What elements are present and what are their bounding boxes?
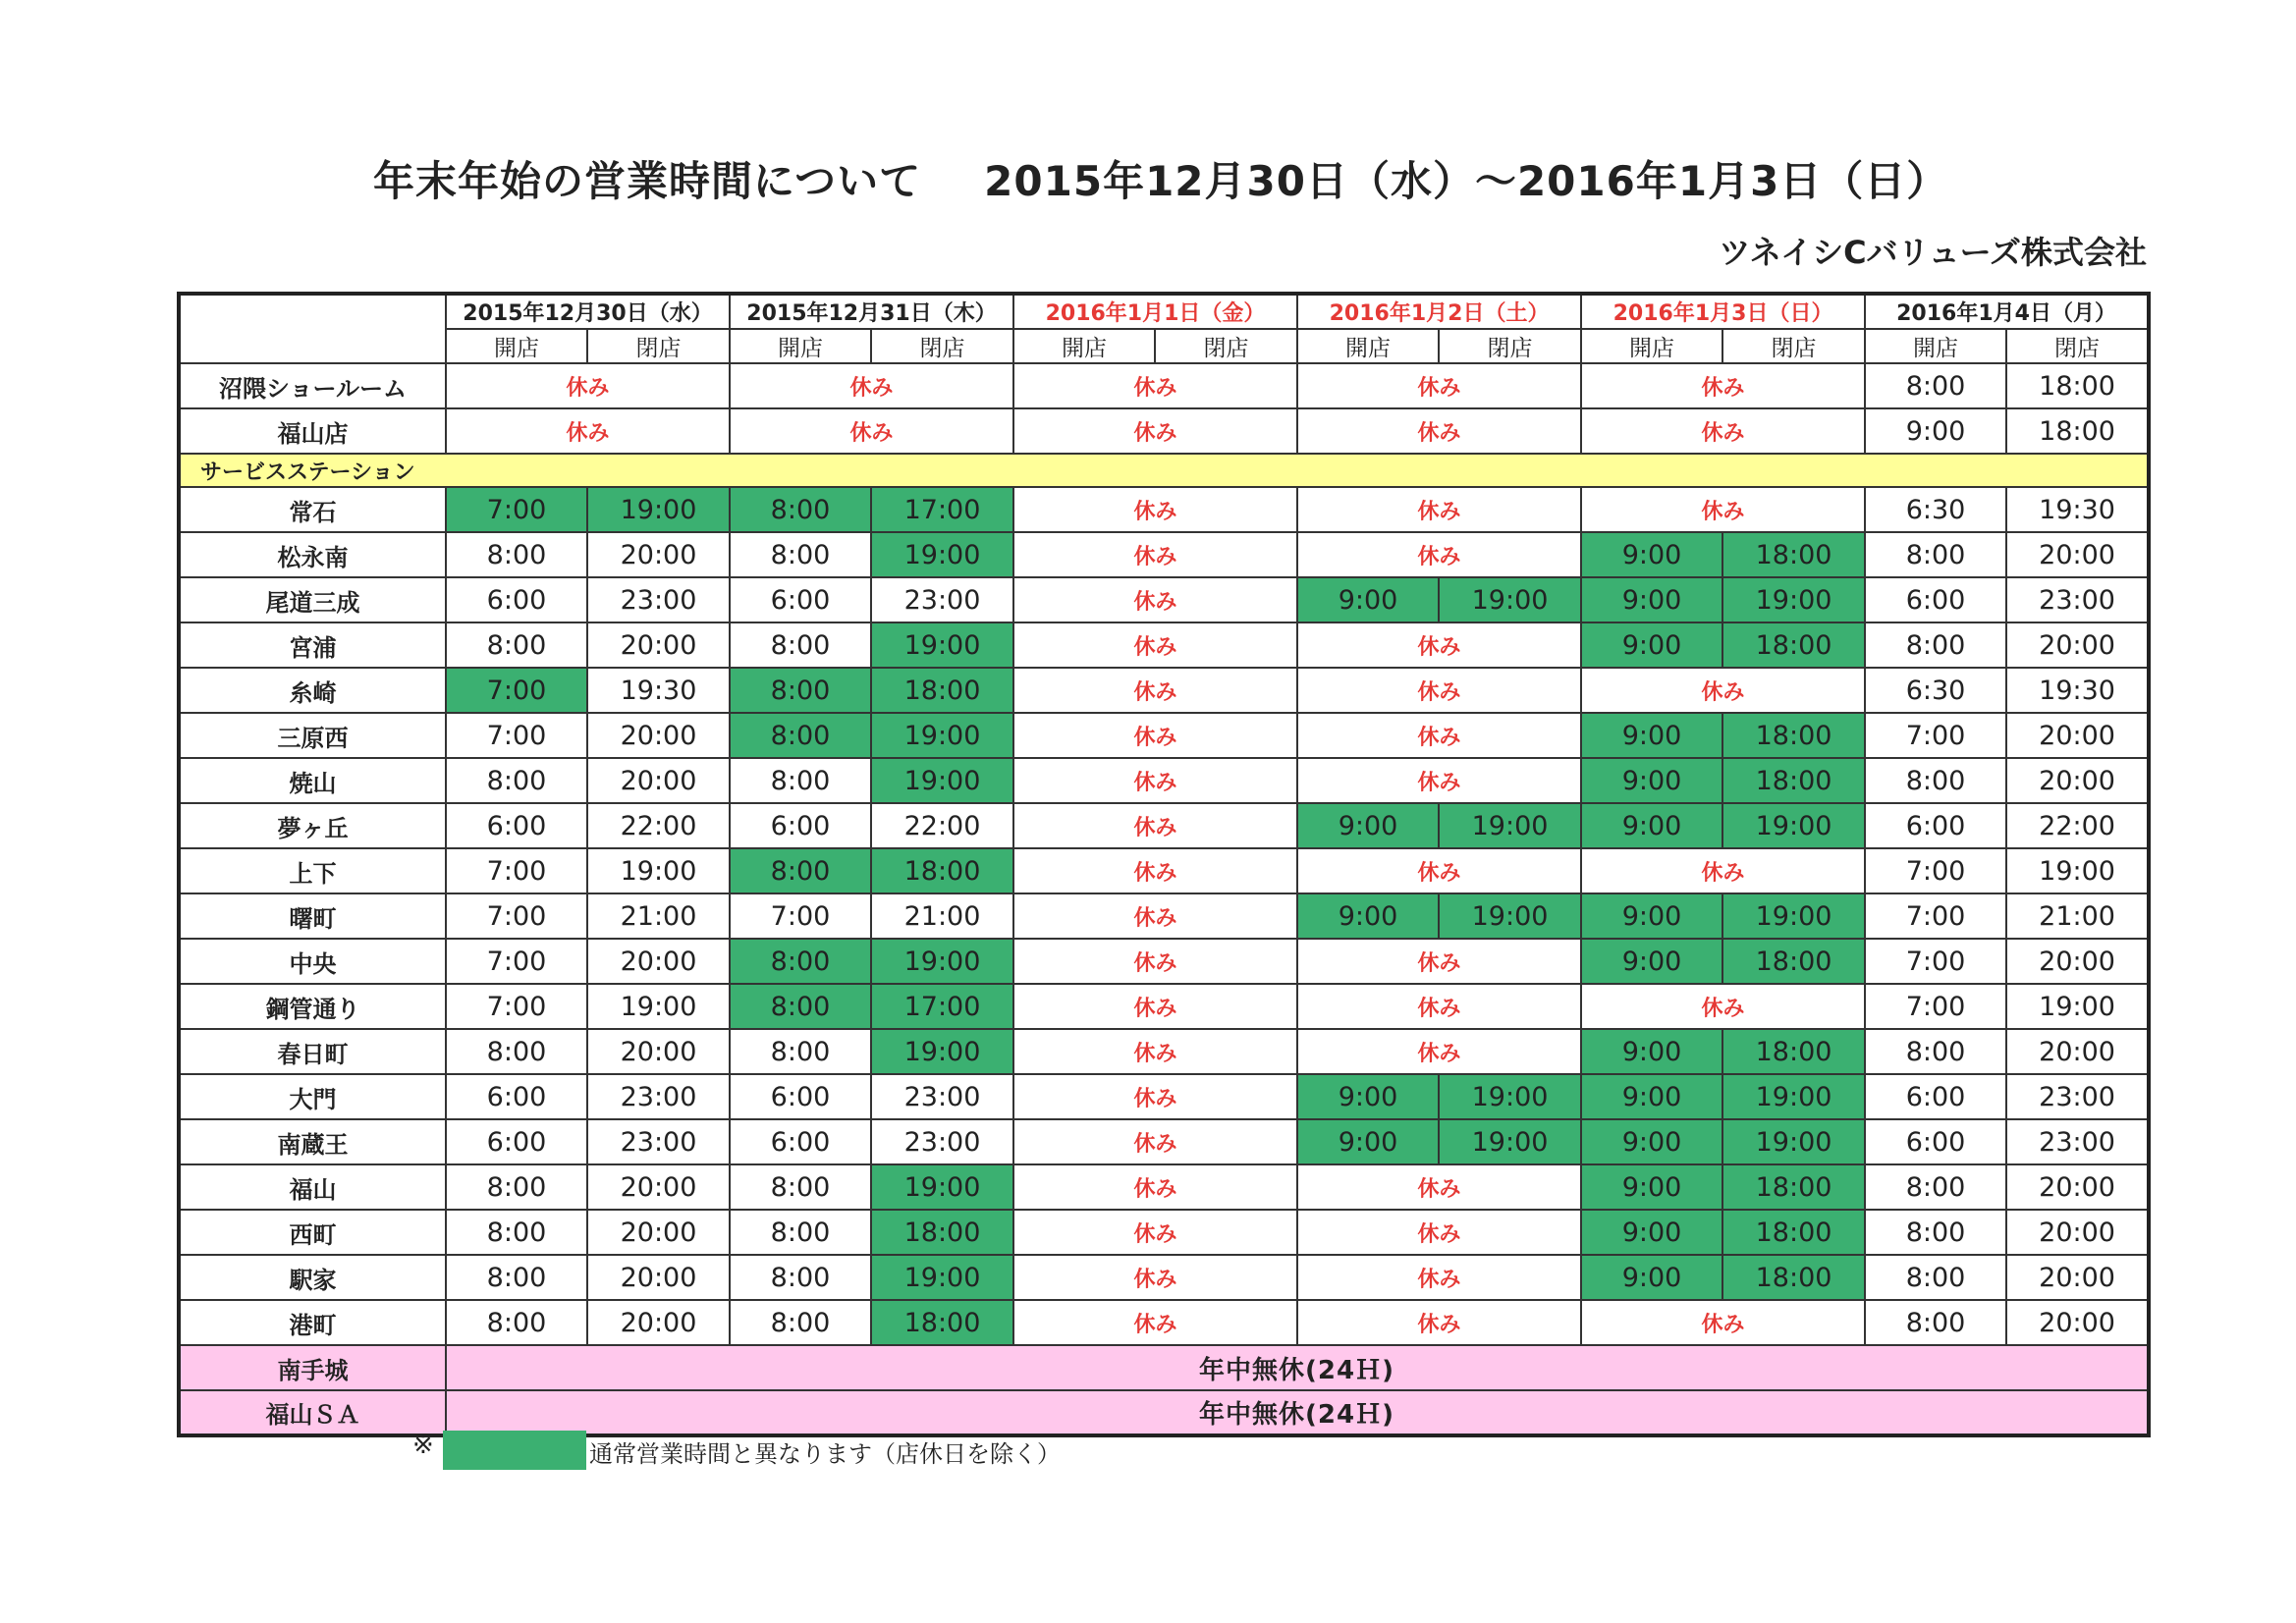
closed-cell: 休み — [1013, 622, 1297, 668]
close-time: 20:00 — [587, 713, 730, 758]
closed-cell: 休み — [730, 408, 1013, 454]
open-time: 8:00 — [1865, 1300, 2006, 1345]
station-row — [179, 848, 2149, 893]
company-name: ツネイシCバリューズ株式会社 — [1719, 234, 2147, 271]
close-time: 18:00 — [1722, 622, 1865, 668]
open-time: 9:00 — [1581, 713, 1722, 758]
close-time: 18:00 — [2006, 408, 2149, 454]
open-time: 6:00 — [446, 803, 587, 848]
location-name: 常石 — [179, 487, 446, 532]
location-name: 尾道三成 — [179, 577, 446, 622]
open-time: 6:00 — [730, 577, 871, 622]
page-title — [373, 149, 1984, 208]
closed-cell: 休み — [1297, 1255, 1581, 1300]
close-time: 19:00 — [871, 1255, 1013, 1300]
location-name: 春日町 — [179, 1029, 446, 1074]
open-time: 9:00 — [1581, 577, 1722, 622]
station-row — [179, 713, 2149, 758]
close-time: 18:00 — [1722, 939, 1865, 984]
location-name: 鋼管通り — [179, 984, 446, 1029]
open-time: 6:30 — [1865, 668, 2006, 713]
open-time: 9:00 — [1581, 893, 1722, 939]
open-time: 8:00 — [446, 532, 587, 577]
close-time: 19:00 — [587, 984, 730, 1029]
close-time: 20:00 — [587, 758, 730, 803]
location-name: 夢ヶ丘 — [179, 803, 446, 848]
closed-cell: 休み — [1297, 487, 1581, 532]
closed-cell: 休み — [446, 363, 730, 408]
location-name: 糸崎 — [179, 668, 446, 713]
close-time: 19:00 — [871, 713, 1013, 758]
station-row — [179, 1210, 2149, 1255]
close-time: 22:00 — [871, 803, 1013, 848]
allyear-text: 年中無休(24Ｈ) — [446, 1390, 2149, 1435]
open-time: 8:00 — [730, 984, 871, 1029]
closed-cell: 休み — [1013, 848, 1297, 893]
open-time: 8:00 — [730, 532, 871, 577]
close-time: 20:00 — [2006, 1164, 2149, 1210]
open-time: 8:00 — [730, 713, 871, 758]
legend-text: 通常営業時間と異なります（店休日を除く） — [589, 1440, 1061, 1468]
open-time: 8:00 — [730, 1255, 871, 1300]
open-time: 6:00 — [446, 577, 587, 622]
open-time: 7:00 — [446, 984, 587, 1029]
close-time: 23:00 — [871, 577, 1013, 622]
closed-cell: 休み — [1013, 939, 1297, 984]
header-open-label: 開店 — [730, 329, 871, 363]
closed-cell: 休み — [1297, 758, 1581, 803]
close-time: 20:00 — [2006, 622, 2149, 668]
closed-cell: 休み — [1013, 713, 1297, 758]
open-time: 6:00 — [446, 1074, 587, 1119]
open-time: 9:00 — [1581, 1255, 1722, 1300]
closed-cell: 休み — [1297, 1029, 1581, 1074]
header-close-label: 閉店 — [1722, 329, 1865, 363]
close-time: 20:00 — [2006, 1210, 2149, 1255]
open-time: 7:00 — [446, 487, 587, 532]
close-time: 19:30 — [587, 668, 730, 713]
closed-cell: 休み — [1297, 984, 1581, 1029]
close-time: 22:00 — [587, 803, 730, 848]
open-time: 8:00 — [446, 1300, 587, 1345]
header-close-label: 閉店 — [2006, 329, 2149, 363]
open-time: 8:00 — [1865, 758, 2006, 803]
closed-cell: 休み — [1013, 532, 1297, 577]
close-time: 19:00 — [1722, 1119, 1865, 1164]
open-time: 8:00 — [446, 1164, 587, 1210]
close-time: 20:00 — [2006, 1255, 2149, 1300]
close-time: 18:00 — [871, 1210, 1013, 1255]
open-time: 9:00 — [1581, 622, 1722, 668]
header-date: 2016年1月1日（金） — [1013, 294, 1297, 329]
closed-cell: 休み — [1581, 1300, 1865, 1345]
close-time: 19:00 — [1439, 1074, 1581, 1119]
closed-cell: 休み — [1297, 668, 1581, 713]
close-time: 19:00 — [1439, 577, 1581, 622]
header-date: 2016年1月4日（月） — [1865, 294, 2149, 329]
open-time: 8:00 — [730, 622, 871, 668]
open-time: 7:00 — [446, 848, 587, 893]
section-label: サービスステーション — [179, 454, 2149, 487]
close-time: 18:00 — [1722, 532, 1865, 577]
store-row — [179, 408, 2149, 454]
station-row — [179, 893, 2149, 939]
schedule-table — [177, 292, 2151, 1437]
closed-cell: 休み — [730, 363, 1013, 408]
close-time: 19:00 — [1722, 1074, 1865, 1119]
close-time: 20:00 — [587, 622, 730, 668]
section-row — [179, 454, 2149, 487]
close-time: 19:00 — [871, 939, 1013, 984]
station-row — [179, 984, 2149, 1029]
open-time: 8:00 — [730, 1164, 871, 1210]
open-time: 6:00 — [1865, 803, 2006, 848]
close-time: 23:00 — [587, 577, 730, 622]
header-close-label: 閉店 — [587, 329, 730, 363]
closed-cell: 休み — [1013, 668, 1297, 713]
header-open-label: 開店 — [1865, 329, 2006, 363]
location-name: 港町 — [179, 1300, 446, 1345]
open-time: 9:00 — [1581, 1074, 1722, 1119]
header-sub-row — [179, 329, 2149, 363]
close-time: 20:00 — [587, 1164, 730, 1210]
station-row — [179, 939, 2149, 984]
location-name: 福山店 — [179, 408, 446, 454]
close-time: 19:00 — [871, 1029, 1013, 1074]
station-row — [179, 577, 2149, 622]
open-time: 7:00 — [730, 893, 871, 939]
open-time: 8:00 — [730, 1029, 871, 1074]
close-time: 19:00 — [1722, 803, 1865, 848]
close-time: 23:00 — [587, 1119, 730, 1164]
open-time: 8:00 — [730, 487, 871, 532]
close-time: 19:00 — [1722, 577, 1865, 622]
closed-cell: 休み — [1013, 1029, 1297, 1074]
open-time: 6:00 — [730, 803, 871, 848]
close-time: 19:00 — [1439, 803, 1581, 848]
station-row — [179, 622, 2149, 668]
closed-cell: 休み — [1297, 1300, 1581, 1345]
closed-cell: 休み — [1013, 984, 1297, 1029]
close-time: 18:00 — [2006, 363, 2149, 408]
closed-cell: 休み — [1013, 577, 1297, 622]
open-time: 8:00 — [446, 1029, 587, 1074]
allyear-row — [179, 1345, 2149, 1390]
closed-cell: 休み — [1581, 487, 1865, 532]
open-time: 6:00 — [1865, 1074, 2006, 1119]
closed-cell: 休み — [446, 408, 730, 454]
close-time: 21:00 — [871, 893, 1013, 939]
close-time: 20:00 — [587, 939, 730, 984]
open-time: 7:00 — [1865, 893, 2006, 939]
open-time: 8:00 — [730, 1300, 871, 1345]
open-time: 9:00 — [1581, 803, 1722, 848]
close-time: 20:00 — [587, 1210, 730, 1255]
closed-cell: 休み — [1013, 758, 1297, 803]
station-row — [179, 1119, 2149, 1164]
location-name: 上下 — [179, 848, 446, 893]
close-time: 22:00 — [2006, 803, 2149, 848]
open-time: 8:00 — [446, 1255, 587, 1300]
close-time: 20:00 — [2006, 939, 2149, 984]
close-time: 19:00 — [587, 487, 730, 532]
close-time: 19:00 — [1439, 1119, 1581, 1164]
open-time: 8:00 — [1865, 1029, 2006, 1074]
closed-cell: 休み — [1013, 1074, 1297, 1119]
close-time: 20:00 — [2006, 758, 2149, 803]
location-name: 焼山 — [179, 758, 446, 803]
open-time: 7:00 — [1865, 713, 2006, 758]
close-time: 23:00 — [871, 1119, 1013, 1164]
close-time: 18:00 — [1722, 713, 1865, 758]
close-time: 20:00 — [587, 1300, 730, 1345]
close-time: 19:00 — [2006, 848, 2149, 893]
close-time: 20:00 — [587, 532, 730, 577]
close-time: 19:00 — [2006, 984, 2149, 1029]
open-time: 9:00 — [1581, 1119, 1722, 1164]
allyear-row — [179, 1390, 2149, 1435]
open-time: 7:00 — [446, 668, 587, 713]
legend-mark: ※ — [412, 1431, 434, 1460]
open-time: 6:30 — [1865, 487, 2006, 532]
open-time: 8:00 — [1865, 1255, 2006, 1300]
open-time: 9:00 — [1581, 532, 1722, 577]
station-row — [179, 758, 2149, 803]
close-time: 18:00 — [1722, 1255, 1865, 1300]
closed-cell: 休み — [1013, 1300, 1297, 1345]
closed-cell: 休み — [1013, 1210, 1297, 1255]
open-time: 6:00 — [1865, 1119, 2006, 1164]
closed-cell: 休み — [1013, 803, 1297, 848]
close-time: 23:00 — [2006, 1074, 2149, 1119]
open-time: 9:00 — [1865, 408, 2006, 454]
header-close-label: 閉店 — [1155, 329, 1297, 363]
close-time: 19:00 — [871, 1164, 1013, 1210]
open-time: 9:00 — [1581, 1164, 1722, 1210]
location-name: 南蔵王 — [179, 1119, 446, 1164]
close-time: 20:00 — [587, 1255, 730, 1300]
location-name: 駅家 — [179, 1255, 446, 1300]
closed-cell: 休み — [1013, 1255, 1297, 1300]
close-time: 19:00 — [871, 758, 1013, 803]
open-time: 8:00 — [730, 939, 871, 984]
legend-green-swatch — [443, 1431, 586, 1470]
open-time: 8:00 — [730, 758, 871, 803]
header-close-label: 閉店 — [1439, 329, 1581, 363]
open-time: 8:00 — [446, 622, 587, 668]
closed-cell: 休み — [1013, 1164, 1297, 1210]
header-open-label: 開店 — [1297, 329, 1439, 363]
header-open-label: 開店 — [1581, 329, 1722, 363]
open-time: 8:00 — [446, 758, 587, 803]
location-name: 中央 — [179, 939, 446, 984]
header-date-row — [179, 294, 2149, 329]
station-row — [179, 487, 2149, 532]
close-time: 18:00 — [1722, 1210, 1865, 1255]
open-time: 7:00 — [1865, 848, 2006, 893]
open-time: 9:00 — [1297, 1074, 1439, 1119]
header-date: 2015年12月31日（木） — [730, 294, 1013, 329]
station-row — [179, 1300, 2149, 1345]
location-name: 曙町 — [179, 893, 446, 939]
open-time: 9:00 — [1297, 577, 1439, 622]
closed-cell: 休み — [1297, 848, 1581, 893]
station-row — [179, 1255, 2149, 1300]
close-time: 21:00 — [2006, 893, 2149, 939]
close-time: 20:00 — [587, 1029, 730, 1074]
open-time: 7:00 — [1865, 984, 2006, 1029]
close-time: 18:00 — [1722, 1164, 1865, 1210]
closed-cell: 休み — [1581, 668, 1865, 713]
station-row — [179, 668, 2149, 713]
close-time: 19:30 — [2006, 487, 2149, 532]
open-time: 9:00 — [1581, 1029, 1722, 1074]
open-time: 8:00 — [1865, 363, 2006, 408]
close-time: 19:00 — [871, 622, 1013, 668]
closed-cell: 休み — [1013, 363, 1297, 408]
close-time: 20:00 — [2006, 1300, 2149, 1345]
open-time: 9:00 — [1581, 1210, 1722, 1255]
header-open-label: 開店 — [1013, 329, 1155, 363]
title-main: 年末年始の営業時間について — [373, 157, 922, 205]
close-time: 19:00 — [871, 532, 1013, 577]
closed-cell: 休み — [1297, 408, 1581, 454]
close-time: 19:00 — [1439, 893, 1581, 939]
close-time: 19:00 — [587, 848, 730, 893]
closed-cell: 休み — [1013, 408, 1297, 454]
close-time: 23:00 — [871, 1074, 1013, 1119]
open-time: 7:00 — [1865, 939, 2006, 984]
open-time: 6:00 — [1865, 577, 2006, 622]
location-name: 南手城 — [179, 1345, 446, 1390]
location-name: 福山ＳＡ — [179, 1390, 446, 1435]
open-time: 6:00 — [446, 1119, 587, 1164]
open-time: 8:00 — [446, 1210, 587, 1255]
open-time: 6:00 — [730, 1119, 871, 1164]
closed-cell: 休み — [1013, 1119, 1297, 1164]
close-time: 23:00 — [587, 1074, 730, 1119]
header-date: 2016年1月2日（土） — [1297, 294, 1581, 329]
header-close-label: 閉店 — [871, 329, 1013, 363]
open-time: 7:00 — [446, 939, 587, 984]
close-time: 20:00 — [2006, 713, 2149, 758]
close-time: 18:00 — [871, 1300, 1013, 1345]
header-open-label: 開店 — [446, 329, 587, 363]
open-time: 9:00 — [1297, 803, 1439, 848]
closed-cell: 休み — [1297, 363, 1581, 408]
close-time: 23:00 — [2006, 577, 2149, 622]
closed-cell: 休み — [1581, 408, 1865, 454]
close-time: 20:00 — [2006, 1029, 2149, 1074]
closed-cell: 休み — [1013, 893, 1297, 939]
location-name: 三原西 — [179, 713, 446, 758]
station-row — [179, 1074, 2149, 1119]
close-time: 18:00 — [1722, 1029, 1865, 1074]
open-time: 7:00 — [446, 893, 587, 939]
close-time: 18:00 — [871, 848, 1013, 893]
allyear-text: 年中無休(24Ｈ) — [446, 1345, 2149, 1390]
close-time: 20:00 — [2006, 532, 2149, 577]
corner-cell — [179, 294, 446, 363]
closed-cell: 休み — [1581, 848, 1865, 893]
location-name: 福山 — [179, 1164, 446, 1210]
open-time: 9:00 — [1581, 758, 1722, 803]
location-name: 宮浦 — [179, 622, 446, 668]
close-time: 19:30 — [2006, 668, 2149, 713]
open-time: 7:00 — [446, 713, 587, 758]
header-date: 2016年1月3日（日） — [1581, 294, 1865, 329]
closed-cell: 休み — [1297, 1164, 1581, 1210]
open-time: 8:00 — [730, 668, 871, 713]
store-row — [179, 363, 2149, 408]
close-time: 18:00 — [1722, 758, 1865, 803]
open-time: 6:00 — [730, 1074, 871, 1119]
close-time: 17:00 — [871, 984, 1013, 1029]
open-time: 8:00 — [1865, 622, 2006, 668]
station-row — [179, 1029, 2149, 1074]
open-time: 9:00 — [1297, 1119, 1439, 1164]
closed-cell: 休み — [1581, 363, 1865, 408]
title-date-range: 2015年12月30日（水）～2016年1月3日（日） — [984, 157, 1949, 205]
header-date: 2015年12月30日（水） — [446, 294, 730, 329]
close-time: 18:00 — [871, 668, 1013, 713]
close-time: 17:00 — [871, 487, 1013, 532]
closed-cell: 休み — [1297, 1210, 1581, 1255]
closed-cell: 休み — [1297, 532, 1581, 577]
open-time: 8:00 — [1865, 1164, 2006, 1210]
closed-cell: 休み — [1297, 939, 1581, 984]
closed-cell: 休み — [1581, 984, 1865, 1029]
closed-cell: 休み — [1013, 487, 1297, 532]
station-row — [179, 532, 2149, 577]
close-time: 23:00 — [2006, 1119, 2149, 1164]
station-row — [179, 803, 2149, 848]
station-row — [179, 1164, 2149, 1210]
open-time: 8:00 — [730, 1210, 871, 1255]
open-time: 8:00 — [1865, 532, 2006, 577]
close-time: 19:00 — [1722, 893, 1865, 939]
location-name: 西町 — [179, 1210, 446, 1255]
open-time: 8:00 — [1865, 1210, 2006, 1255]
location-name: 松永南 — [179, 532, 446, 577]
closed-cell: 休み — [1297, 713, 1581, 758]
open-time: 8:00 — [730, 848, 871, 893]
close-time: 21:00 — [587, 893, 730, 939]
location-name: 大門 — [179, 1074, 446, 1119]
open-time: 9:00 — [1581, 939, 1722, 984]
location-name: 沼隈ショールーム — [179, 363, 446, 408]
closed-cell: 休み — [1297, 622, 1581, 668]
open-time: 9:00 — [1297, 893, 1439, 939]
